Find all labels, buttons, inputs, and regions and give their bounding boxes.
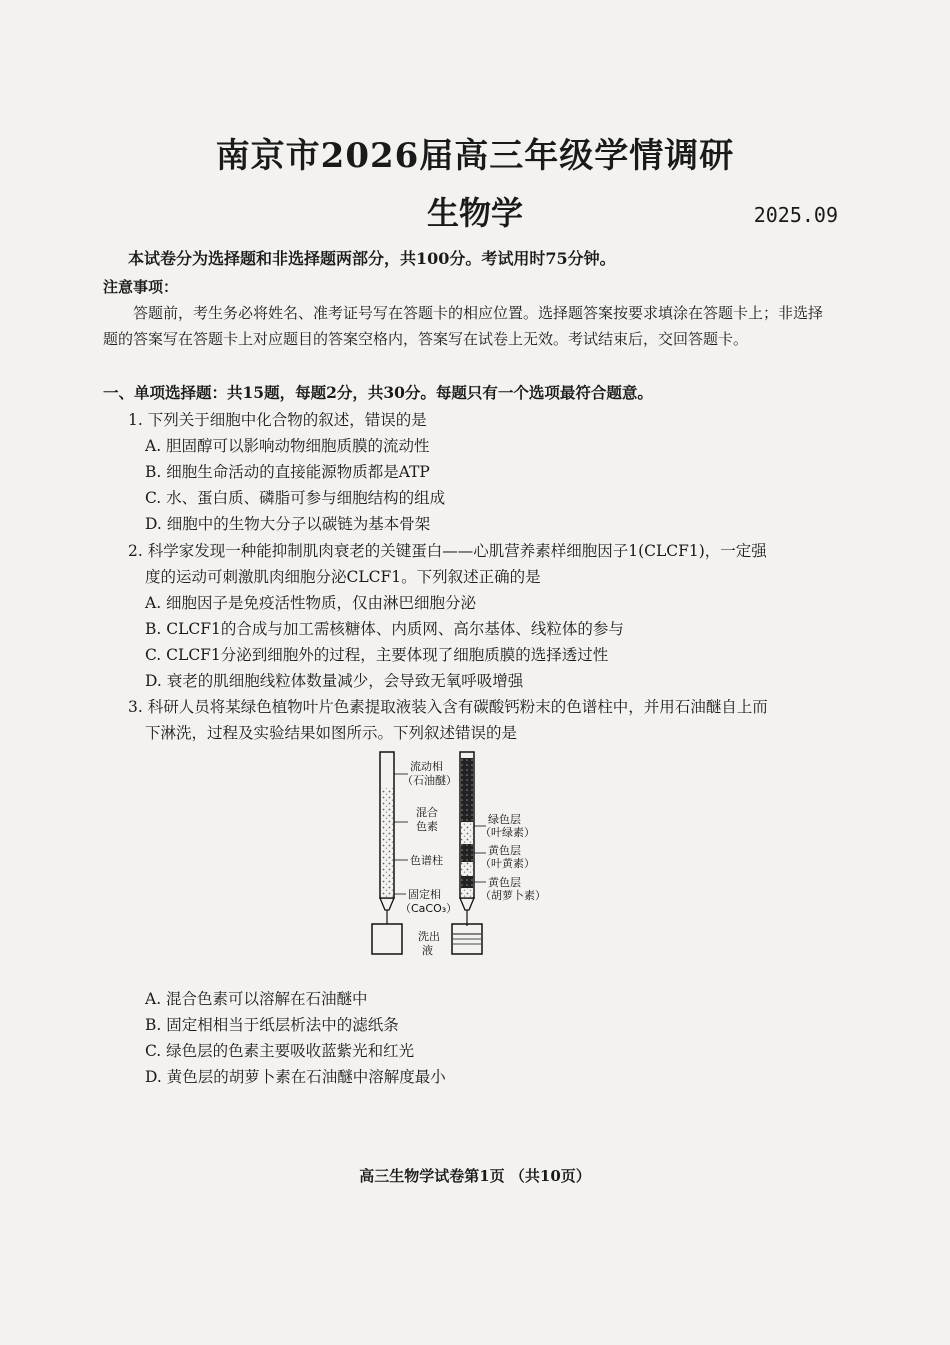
question-2-option-b: B. CLCF1的合成与加工需核糖体、内质网、高尔基体、线粒体的参与 [145,620,624,638]
question-3-option-c: C. 绿色层的色素主要吸收蓝紫光和红光 [145,1042,415,1060]
question-3-stem-line-1: 3. 科研人员将某绿色植物叶片色素提取液装入含有碳酸钙粉末的色谱柱中，并用石油醚自上而 [128,698,768,716]
label-mixed: 混合 [416,806,438,819]
label-mixed-sub: 色素 [416,820,438,833]
label-stationary-sub: （CaCO₃） [400,902,458,915]
question-1-option-b: B. 细胞生命活动的直接能源物质都是ATP [145,463,430,481]
label-green-layer: 绿色层 [488,813,521,826]
question-1-option-a: A. 胆固醇可以影响动物细胞质膜的流动性 [145,437,430,455]
label-stationary: 固定相 [408,888,441,901]
page-footer: 高三生物学试卷第1页 （共10页） [359,1167,591,1185]
question-2-option-d: D. 衰老的肌细胞线粒体数量减少，会导致无氧呼吸增强 [145,672,524,690]
label-eluate-sub: 液 [422,944,433,957]
label-yellow-layer-1-sub: （叶黄素） [480,857,535,870]
question-3-option-a: A. 混合色素可以溶解在石油醚中 [145,990,368,1008]
question-2-stem-line-1: 2. 科学家发现一种能抑制肌肉衰老的关键蛋白——心肌营养素样细胞因子1(CLCF1)，一定强 [128,542,767,560]
exam-subject: 生物学 [426,194,523,232]
label-yellow-layer-2-sub: （胡萝卜素） [480,889,546,902]
chromatography-figure [340,748,600,974]
label-green-layer-sub: （叶绿素） [480,826,535,839]
left-column [372,752,402,954]
notice-body: 答题前，考生务必将姓名、准考证号写在答题卡的相应位置。选择题答案按要求填涂在答题卡上；非选择题的答案写在答题卡上对应题目的答案空格内，答案写在试卷上无效。考试结束后，交回答题卡。 [103,304,824,348]
question-2-stem-line-2: 度的运动可刺激肌肉细胞分泌CLCF1。下列叙述正确的是 [145,568,541,586]
label-yellow-layer-2: 黄色层 [488,876,521,889]
label-mobile-phase-sub: （石油醚） [402,774,457,787]
question-3-option-b: B. 固定相相当于纸层析法中的滤纸条 [145,1016,399,1034]
notice-heading: 注意事项： [103,278,179,296]
label-eluate: 洗出 [418,930,440,943]
exam-intro: 本试卷分为选择题和非选择题两部分，共100分。考试用时75分钟。 [128,249,616,268]
question-1-option-c: C. 水、蛋白质、磷脂可参与细胞结构的组成 [145,489,446,507]
label-column: 色谱柱 [410,854,443,867]
question-2-option-c: C. CLCF1分泌到细胞外的过程，主要体现了细胞质膜的选择透过性 [145,646,609,664]
question-3-stem-line-2: 下淋洗，过程及实验结果如图所示。下列叙述错误的是 [145,724,518,742]
question-3-option-d: D. 黄色层的胡萝卜素在石油醚中溶解度最小 [145,1068,446,1086]
section-heading: 一、单项选择题：共15题，每题2分，共30分。每题只有一个选项最符合题意。 [103,383,653,402]
exam-title: 南京市2026届高三年级学情调研 [215,136,735,176]
label-yellow-layer-1: 黄色层 [488,844,521,857]
exam-date: 2025.09 [753,203,838,227]
label-mobile-phase: 流动相 [410,760,443,773]
question-1-option-d: D. 细胞中的生物大分子以碳链为基本骨架 [145,515,431,533]
question-1-stem: 1. 下列关于细胞中化合物的叙述，错误的是 [128,411,427,429]
question-2-option-a: A. 细胞因子是免疫活性物质，仅由淋巴细胞分泌 [145,594,477,612]
